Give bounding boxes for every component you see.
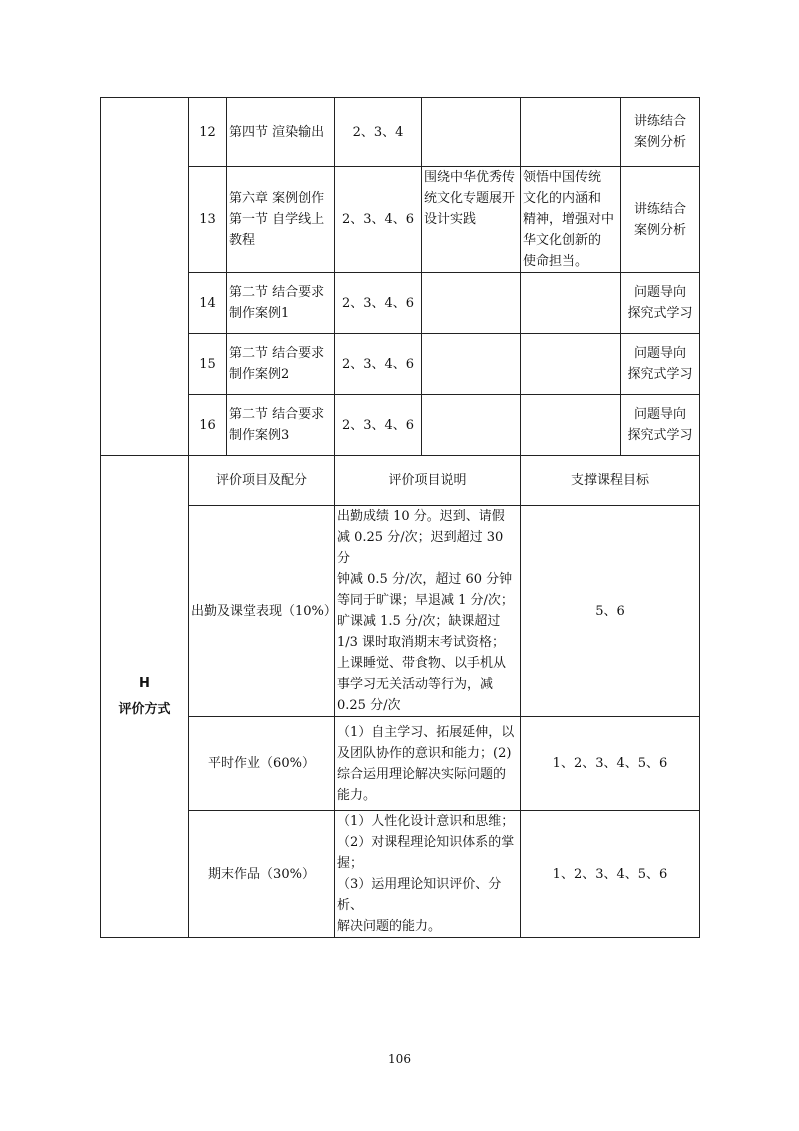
schedule-row [101, 98, 700, 167]
ideology-goal [521, 98, 621, 167]
teaching-method: 问题导向 探究式学习 [621, 334, 700, 395]
teaching-method: 讲练结合 案例分析 [621, 167, 700, 273]
evaluation-header-row [101, 456, 700, 506]
schedule-row [101, 395, 700, 456]
teaching-method: 问题导向 探究式学习 [621, 273, 700, 334]
evaluation-description: 出勤成绩 10 分。迟到、请假 减 0.25 分/次；迟到超过 30 分 钟减 0.5 分/次，超过 60 分钟 等同于旷课；早退减 1 分/次； 旷课减 1.5 分/次；缺课超过 1/3 课时取消期末考试资格； 上课睡觉、带食物、以手机从 事学习无关活动等行为，减 0.25 分/次 [335, 506, 521, 717]
header-item: 评价项目及配分 [189, 456, 335, 506]
schedule-row [101, 167, 700, 273]
ideology-goal [521, 334, 621, 395]
evaluation-item: 期末作品（30%） [189, 811, 335, 938]
ideology-element [422, 395, 521, 456]
evaluation-target: 1、2、3、4、5、6 [521, 717, 700, 811]
teaching-method: 讲练结合 案例分析 [621, 98, 700, 167]
evaluation-target: 5、6 [521, 506, 700, 717]
week-number: 16 [189, 395, 227, 456]
ideology-goal: 领悟中国传统 文化的内涵和 精神，增强对中 华文化创新的 使命担当。 [521, 167, 621, 273]
course-goals: 2、3、4、6 [335, 334, 422, 395]
evaluation-row [101, 717, 700, 811]
teaching-content: 第六章 案例创作 第一节 自学线上 教程 [227, 167, 335, 273]
ideology-element [422, 334, 521, 395]
teaching-content: 第二节 结合要求 制作案例1 [227, 273, 335, 334]
course-goals: 2、3、4、6 [335, 395, 422, 456]
schedule-row [101, 334, 700, 395]
evaluation-description: （1）自主学习、拓展延伸，以 及团队协作的意识和能力；(2) 综合运用理论解决实际问题的 能力。 [335, 717, 521, 811]
evaluation-description: （1）人性化设计意识和思维； （2）对课程理论知识体系的掌 握； （3）运用理论知识评价、分析、 解决问题的能力。 [335, 811, 521, 938]
header-description: 评价项目说明 [335, 456, 521, 506]
ideology-goal [521, 395, 621, 456]
teaching-method: 问题导向 探究式学习 [621, 395, 700, 456]
course-goals: 2、3、4 [335, 98, 422, 167]
teaching-content: 第二节 结合要求 制作案例3 [227, 395, 335, 456]
section-letter: H [139, 675, 150, 691]
ideology-element: 围绕中华优秀传 统文化专题展开 设计实践 [422, 167, 521, 273]
header-target: 支撑课程目标 [521, 456, 700, 506]
course-goals: 2、3、4、6 [335, 273, 422, 334]
section-label-cell [101, 98, 189, 456]
schedule-row [101, 273, 700, 334]
week-number: 12 [189, 98, 227, 167]
evaluation-row [101, 506, 700, 717]
course-table [100, 97, 700, 938]
ideology-element [422, 98, 521, 167]
evaluation-item: 平时作业（60%） [189, 717, 335, 811]
ideology-element [422, 273, 521, 334]
week-number: 13 [189, 167, 227, 273]
course-goals: 2、3、4、6 [335, 167, 422, 273]
evaluation-section-cell [101, 456, 189, 938]
week-number: 15 [189, 334, 227, 395]
week-number: 14 [189, 273, 227, 334]
page-number: 106 [388, 1052, 411, 1066]
evaluation-row [101, 811, 700, 938]
teaching-content: 第二节 结合要求 制作案例2 [227, 334, 335, 395]
evaluation-item: 出勤及课堂表现（10%） [189, 506, 335, 717]
teaching-content: 第四节 渲染输出 [227, 98, 335, 167]
ideology-goal [521, 273, 621, 334]
section-title: 评价方式 [118, 701, 171, 717]
evaluation-target: 1、2、3、4、5、6 [521, 811, 700, 938]
